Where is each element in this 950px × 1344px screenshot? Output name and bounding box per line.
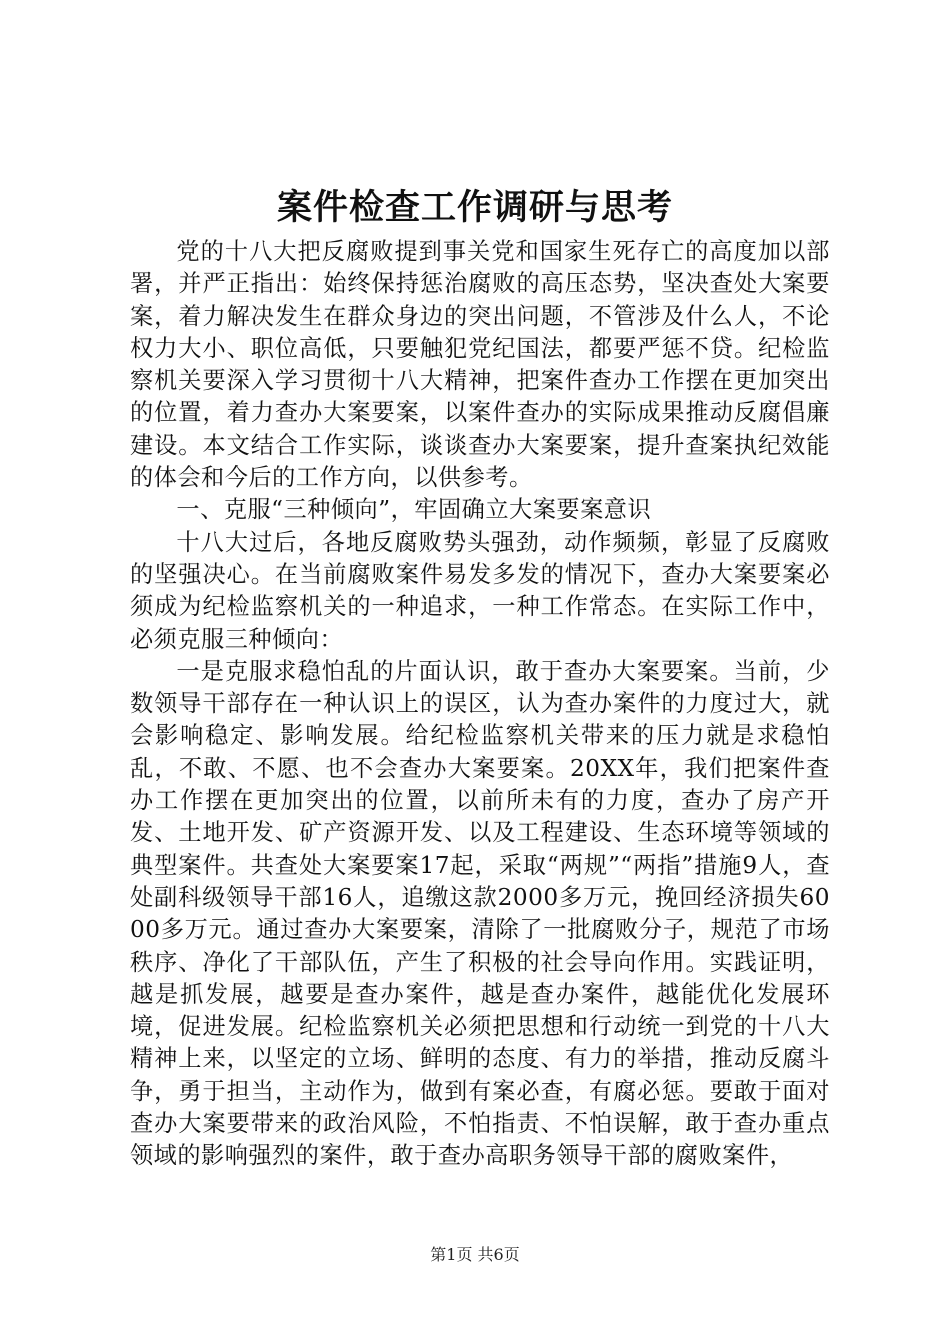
document-title: 案件检查工作调研与思考	[276, 187, 673, 228]
body-paragraph: 十八大过后，各地反腐败势头强劲，动作频频，彰显了反腐败的坚强决心。在当前腐败案件易发多发的情况下，查办大案要案必须成为纪检监察机关的一种追求，一种工作常态。在实际工作中，必须克服三种倾向：	[130, 528, 830, 653]
section-heading: 一、克服“三种倾向”，牢固确立大案要案意识	[176, 496, 652, 524]
body-paragraph: 一是克服求稳怕乱的片面认识，敢于查办大案要案。当前，少数领导干部存在一种认识上的误区，认为查办案件的力度过大，就会影响稳定、影响发展。给纪检监察机关带来的压力就是求稳怕乱，不敢、不愿、也不会查办大案要案。20XX年，我们把案件查办工作摆在更加突出的位置，以前所未有的力度，查办了房产开发、土地开发、矿产资源开发、以及工程建设、生态环境等领域的典型案件。共查处大案要案17起，采取“两规”“两指”措施9人，查处副科级领导干部16人，追缴这款2000多万元，挽回经济损失6000多万元。通过查办大案要案，清除了一批腐败分子，规范了市场秩序、净化了干部队伍，产生了积极的社会导向作用。实践证明，越是抓发展，越要是查办案件，越是查办案件，越能优化发展环境，促进发展。纪检监察机关必须把思想和行动统一到党的十八大精神上来，以坚定的立场、鲜明的态度、有力的举措，推动反腐斗争，勇于担当，主动作为，做到有案必查，有腐必惩。要敢于面对查办大案要带来的政治风险，不怕指责、不怕误解，敢于查办重点领域的影响强烈的案件，敢于查办高职务领导干部的腐败案件，	[130, 657, 830, 1170]
page-number-footer: 第1页 共6页	[430, 1245, 520, 1264]
document-body	[130, 236, 830, 1173]
intro-paragraph: 党的十八大把反腐败提到事关党和国家生死存亡的高度加以部署，并严正指出：始终保持惩治腐败的高压态势，坚决查处大案要案，着力解决发生在群众身边的突出问题，不管涉及什么人，不论权力大小、职位高低，只要触犯党纪国法，都要严惩不贷。纪检监察机关要深入学习贯彻十八大精神，把案件查办工作摆在更加突出的位置，着力查办大案要案，以案件查办的实际成果推动反腐倡廉建设。本文结合工作实际，谈谈查办大案要案，提升查案执纪效能的体会和今后的工作方向，以供参考。	[130, 238, 830, 492]
